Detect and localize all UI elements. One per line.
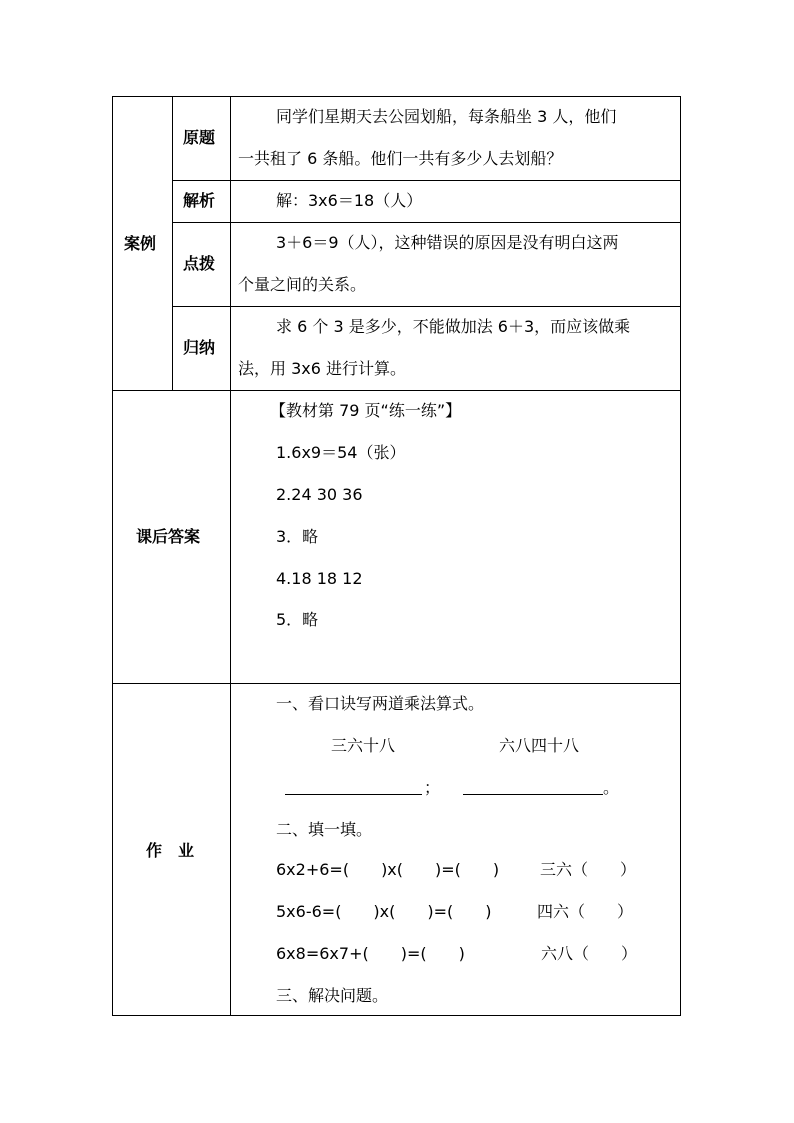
row-divider-1 (172, 180, 681, 181)
answer-line-1: 1.6x9＝54（张） (276, 443, 406, 462)
answer-line-4: 4.18 18 12 (276, 569, 363, 588)
homework-part2-title: 二、填一填。 (276, 820, 373, 839)
table-border-top (112, 96, 681, 97)
fill-equation-1: 6x2+6=( )x( )=( ) (276, 860, 500, 879)
blank-end: 。 (603, 778, 620, 797)
hint-line-2: 个量之间的关系。 (238, 275, 367, 294)
rhyme-blank-3: 六八（ ） (541, 944, 638, 963)
table-border-bottom (112, 1015, 681, 1016)
homework-section-label: 作 业 (146, 841, 195, 860)
row-divider-2 (172, 222, 681, 223)
hint-line-1: 3＋6＝9（人），这种错误的原因是没有明白这两 (276, 233, 619, 252)
case-section-label: 案例 (124, 234, 157, 253)
original-problem-line-2: 一共租了 6 条船。他们一共有多少人去划船？ (238, 149, 563, 168)
row-label-hint: 点拨 (183, 254, 216, 273)
answer-line-5: 5．略 (276, 610, 319, 629)
answer-blank-1[interactable] (285, 794, 422, 795)
answers-section-label: 课后答案 (136, 527, 201, 546)
rhyme-2: 六八四十八 (499, 736, 580, 755)
row-label-analysis: 解析 (183, 191, 216, 210)
summary-line-1: 求 6 个 3 是多少，不能做加法 6＋3，而应该做乘 (276, 317, 631, 336)
analysis-line-1: 解：3x6＝18（人） (276, 191, 423, 210)
homework-part1-title: 一、看口诀写两道乘法算式。 (276, 694, 485, 713)
column-divider-main (230, 96, 231, 1016)
column-divider-sublabel (172, 96, 173, 390)
table-border-left (112, 96, 113, 1016)
rhyme-1: 三六十八 (331, 736, 396, 755)
blank-separator: ； (424, 778, 441, 797)
summary-line-2: 法，用 3x6 进行计算。 (238, 359, 407, 378)
table-border-right (680, 96, 681, 1016)
homework-part3-title: 三、解决问题。 (276, 986, 389, 1005)
answers-heading: 【教材第 79 页“练一练”】 (270, 401, 462, 420)
answer-blank-2[interactable] (463, 794, 603, 795)
original-problem-line-1: 同学们星期天去公园划船，每条船坐 3 人，他们 (276, 107, 617, 126)
answer-line-3: 3．略 (276, 527, 319, 546)
rhyme-blank-1: 三六（ ） (540, 860, 637, 879)
row-label-original-problem: 原题 (183, 128, 216, 147)
answer-line-2: 2.24 30 36 (276, 485, 363, 504)
rhyme-blank-2: 四六（ ） (537, 902, 634, 921)
fill-equation-3: 6x8=6x7+( )=( ) (276, 944, 465, 963)
fill-equation-2: 5x6-6=( )x( )=( ) (276, 902, 492, 921)
row-label-summary: 归纳 (183, 338, 216, 357)
section-divider-answers (112, 390, 681, 391)
section-divider-homework (112, 683, 681, 684)
row-divider-3 (172, 306, 681, 307)
